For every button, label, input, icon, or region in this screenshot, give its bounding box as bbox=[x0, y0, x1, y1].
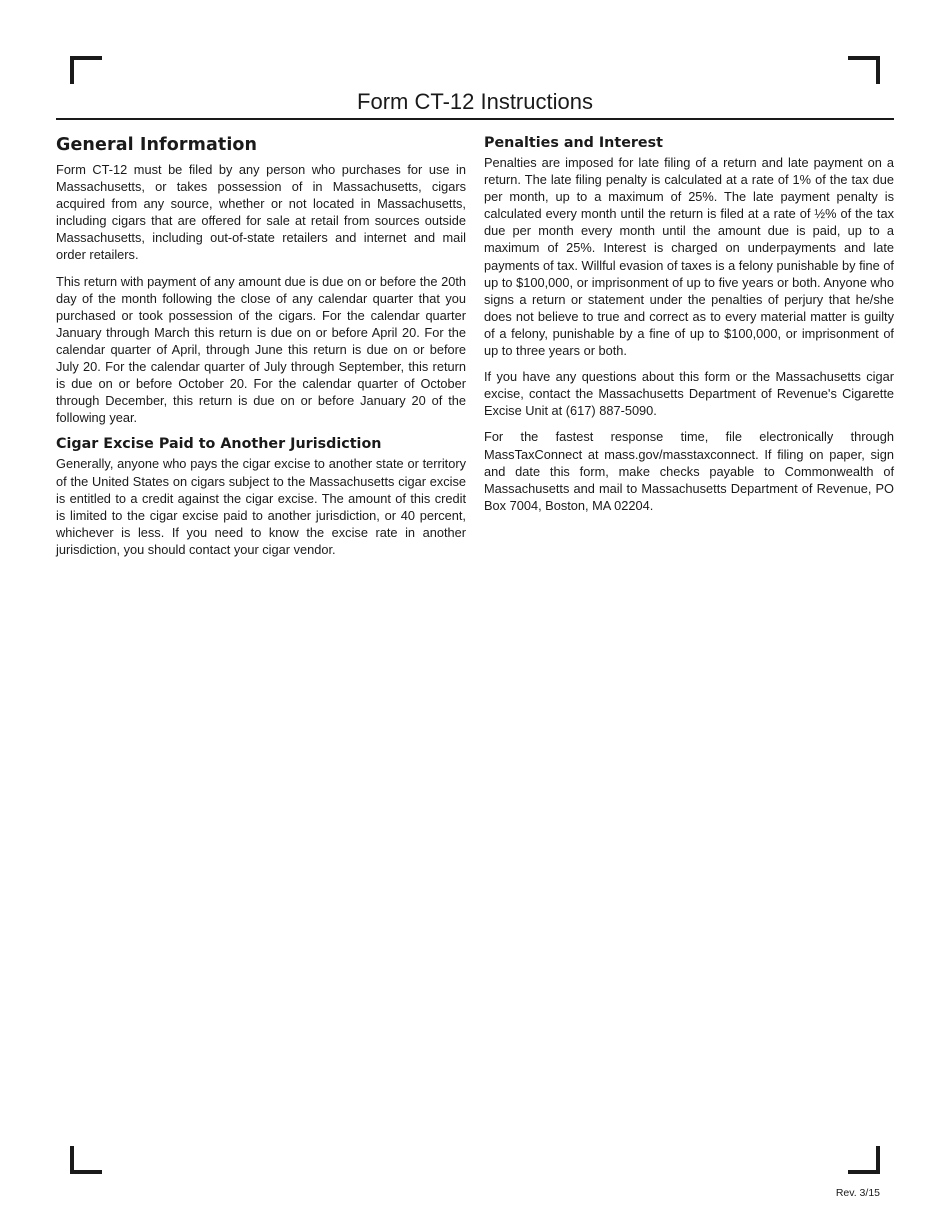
general-information-heading: General Information bbox=[56, 135, 258, 155]
crop-mark-bottom-right bbox=[848, 1170, 880, 1174]
right-column bbox=[484, 134, 894, 523]
page-title: Form CT-12 Instructions bbox=[357, 89, 593, 114]
questions-paragraph: If you have any questions about this form or the Massachusetts cigar excise, contact the Massachusetts Department of Revenue's Cigarette Excise Unit at (617) 887-5090. bbox=[484, 369, 894, 419]
penalties-paragraph: Penalties are imposed for late filing of a return and late payment on a return. The late filing penalty is calculated at a rate of 1% of the tax due per month, up to a maximum of 25%. The late payment penalty is calculated every month until the return is filed at a rate of ½% of the tax due per month every month until the amount due is paid, up to a maximum of 25%. Interest is charged on underpayments and late payments of tax. Willful evasion of taxes is a felony punishable by fine of up to $100,000, or imprisonment of up to five years or both. Anyone who signs a return or statement under the penalties of perjury that he/she does not believe to true and correct as to every material matter is guilty of a felony, punishable by a fine of up to $100,000, or imprisonment of up to three years or both. bbox=[484, 155, 894, 359]
left-column bbox=[56, 134, 466, 567]
crop-mark-top-left bbox=[70, 56, 74, 84]
revision-label: Rev. 3/15 bbox=[835, 1187, 880, 1199]
crop-mark-top-left bbox=[70, 56, 102, 60]
cigar-excise-paragraph: Generally, anyone who pays the cigar excise to another state or territory of the United States on cigars subject to the Massachusetts cigar excise is entitled to a credit against the cigar excise. The amount of this credit is limited to the cigar excise paid to another jurisdiction, or 40 percent, whichever is less. If you need to know the excise rate in another jurisdiction, you should contact your cigar vendor. bbox=[56, 456, 466, 557]
general-information-paragraph: This return with payment of any amount due is due on or before the 20th day of the month following the close of any calendar quarter that you purchased or took possession of the cigars. For the calendar quarter January through March this return is due on or before April 20. For the calendar quarter of April, through June this return is due on or before July 20. For the calendar quarter of July through September, this return is due on or before October 20. For the calendar quarter of October through December, this return is due on or before January 20 of the following year. bbox=[56, 273, 466, 426]
filing-paragraph: For the fastest response time, file electronically through MassTaxConnect at mass.gov/masstaxconnect. If filing on paper, sign and date this form, make checks payable to Commonwealth of Massachusetts and mail to Massachusetts Department of Revenue, PO Box 7004, Boston, MA 02204. bbox=[484, 429, 894, 513]
general-information-paragraph: Form CT-12 must be filed by any person who purchases for use in Massachusetts, or takes possession of in Massachusetts, cigars acquired from any source, whether or not located in Massachusetts, including cigars that are offered for sale at retail from sources outside Massachusetts, including out-of-state retailers and internet and mail order retailers. bbox=[56, 162, 466, 263]
penalties-heading: Penalties and Interest bbox=[484, 135, 663, 151]
crop-mark-top-right bbox=[876, 56, 880, 84]
cigar-excise-heading: Cigar Excise Paid to Another Jurisdiction bbox=[56, 436, 382, 453]
title-rule bbox=[56, 118, 894, 120]
crop-mark-bottom-left bbox=[70, 1170, 102, 1174]
